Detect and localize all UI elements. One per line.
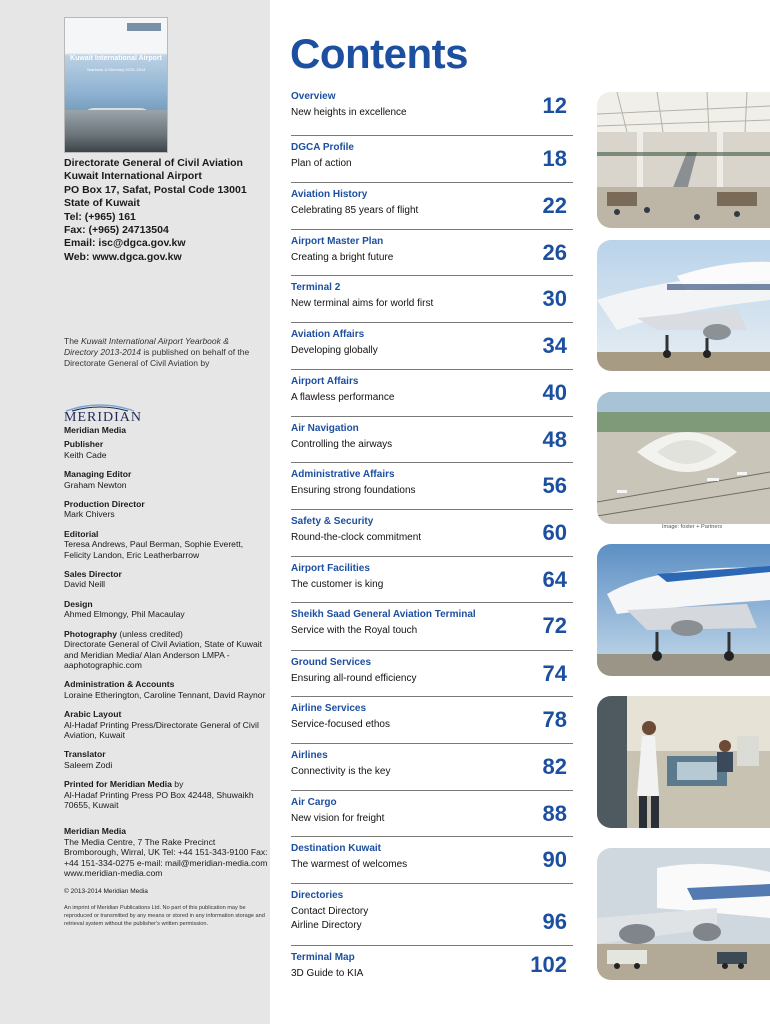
toc-subtitle: Round-the-clock commitment: [291, 532, 422, 543]
toc-section: Sheikh Saad General Aviation Terminal: [291, 609, 476, 620]
cover-title: Kuwait International Airport: [70, 55, 162, 62]
toc-item[interactable]: [291, 696, 573, 743]
credit-block: [64, 629, 269, 671]
credit-role-suffix: by: [171, 779, 184, 790]
photo-security-screening: [597, 696, 770, 828]
toc-page-number: 78: [542, 707, 567, 732]
toc-item[interactable]: [291, 883, 573, 945]
aircraft-apron-image: [597, 848, 770, 980]
toc-subtitle: Ensuring strong foundations: [291, 485, 416, 496]
airplane-takeoff-image: [597, 240, 770, 371]
toc-item[interactable]: [291, 462, 573, 509]
copyright: © 2013-2014 Meridian Media: [64, 888, 148, 896]
toc-subtitle: 3D Guide to KIA: [291, 968, 364, 979]
address-line: PO Box 17, Safat, Postal Code 13001: [64, 183, 247, 196]
toc-item[interactable]: [291, 91, 573, 135]
published-title: Kuwait International Airport Yearbook & Directory 2013-2014: [64, 336, 229, 357]
toc-section: Terminal Map: [291, 952, 355, 963]
toc-subtitle: Controlling the airways: [291, 439, 393, 450]
toc-page-number: 40: [542, 380, 567, 405]
toc-page-number: 56: [542, 473, 567, 498]
toc-subtitle: New heights in excellence: [291, 107, 407, 118]
toc-section: Air Cargo: [291, 797, 337, 808]
meridian-address-block: [64, 826, 269, 878]
toc-item[interactable]: [291, 275, 573, 322]
page-title: Contents: [290, 30, 468, 77]
published-note: [64, 336, 262, 369]
photo-terminal-interior: [597, 92, 770, 228]
toc-section: Airport Facilities: [291, 563, 370, 574]
table-of-contents: [291, 91, 573, 985]
photo-kuwait-airways-takeoff: [597, 240, 770, 371]
credit-block: [64, 679, 269, 700]
toc-subtitle: Ensuring all-round efficiency: [291, 673, 417, 684]
toc-section: Airport Master Plan: [291, 236, 384, 247]
toc-page-number: 72: [542, 613, 567, 638]
toc-page-number: 48: [542, 427, 567, 452]
credit-value: Loraine Etherington, Caroline Tennant, David Raynor: [64, 689, 266, 700]
toc-subtitle: Service with the Royal touch: [291, 625, 418, 636]
toc-page-number: 102: [530, 952, 567, 977]
cover-subtitle: Yearbook & Directory 2013–2014: [86, 67, 146, 72]
cover-airfield: [65, 110, 167, 152]
photo-jazeera-landing: [597, 544, 770, 676]
credit-value: David Neill: [64, 579, 106, 590]
toc-subtitle: The customer is king: [291, 579, 384, 590]
toc-section: Ground Services: [291, 657, 372, 668]
credit-block: [64, 599, 269, 620]
toc-section: Overview: [291, 91, 336, 102]
terminal-interior-image: [597, 92, 770, 228]
toc-item[interactable]: [291, 322, 573, 369]
cover-logo: [127, 23, 161, 31]
toc-page-number: 64: [542, 567, 567, 592]
toc-section: Safety & Security: [291, 516, 374, 527]
toc-section: Aviation Affairs: [291, 329, 365, 340]
toc-item[interactable]: [291, 135, 573, 182]
toc-section: Terminal 2: [291, 282, 341, 293]
credit-role: Arabic Layout: [64, 709, 122, 720]
credits: [64, 425, 269, 928]
credit-role: Editorial: [64, 528, 99, 539]
toc-subtitle: Developing globally: [291, 345, 378, 356]
credit-role-line: [64, 629, 183, 639]
credit-value: Saleem Zodi: [64, 759, 113, 770]
toc-item[interactable]: [291, 650, 573, 696]
address-line: State of Kuwait: [64, 197, 140, 210]
credit-value: Mark Chivers: [64, 509, 115, 520]
toc-subtitle: Plan of action: [291, 158, 352, 169]
credit-block: [64, 499, 269, 520]
credit-role: Translator: [64, 749, 106, 760]
meridian-address: The Media Centre, 7 The Rake Precinct Bromborough, Wirral, UK Tel: +44 151-343-9100 Fax: +44 151-334-0275 e-mail: mail@meridian-media.com www.meridian-media.com: [64, 836, 268, 878]
toc-section: Airport Affairs: [291, 376, 359, 387]
toc-page-number: 88: [542, 801, 567, 826]
terminal-render-image: [597, 392, 770, 524]
credit-role-line: [64, 779, 183, 789]
toc-item[interactable]: [291, 369, 573, 416]
credit-block: [64, 749, 269, 770]
photo-credit: Image: foster + Partners: [662, 524, 723, 530]
address-line: Directorate General of Civil Aviation: [64, 157, 243, 169]
credit-block: [64, 469, 269, 490]
credit-value: Ahmed Elmongy, Phil Macaulay: [64, 609, 185, 620]
toc-item[interactable]: [291, 229, 573, 275]
credit-block: [64, 569, 269, 590]
yearbook-cover-image: [64, 17, 168, 153]
toc-item[interactable]: [291, 743, 573, 790]
toc-page-number: 90: [542, 847, 567, 872]
toc-item[interactable]: [291, 836, 573, 883]
credit-value: Al-Hadaf Printing Press/Directorate General of Civil Aviation, Kuwait: [64, 719, 259, 740]
toc-page-number: 30: [542, 286, 567, 311]
toc-subtitle: The warmest of welcomes: [291, 859, 408, 870]
toc-subtitle: Contact Directory: [291, 906, 369, 917]
toc-item[interactable]: [291, 556, 573, 602]
address-email[interactable]: Email: isc@dgca.gov.kw: [64, 237, 186, 250]
toc-subtitle: Airline Directory: [291, 920, 362, 931]
address-line: Tel: (+965) 161: [64, 210, 136, 223]
credit-value: Keith Cade: [64, 449, 107, 460]
credit-role: Photography: [64, 628, 117, 639]
credit-role: Sales Director: [64, 569, 122, 580]
photo-aircraft-on-apron: [597, 848, 770, 980]
toc-item[interactable]: [291, 509, 573, 556]
address-line: Fax: (+965) 24713504: [64, 224, 169, 237]
toc-item[interactable]: [291, 602, 573, 650]
toc-section: Airlines: [291, 750, 328, 761]
toc-page-number: 74: [542, 661, 567, 686]
credit-block: [64, 439, 269, 460]
address-line: Kuwait International Airport: [64, 170, 202, 183]
toc-subtitle: Creating a bright future: [291, 252, 394, 263]
toc-page-number: 26: [542, 240, 567, 265]
toc-subtitle: Connectivity is the key: [291, 766, 391, 777]
toc-section: Administrative Affairs: [291, 469, 395, 480]
credit-role: Meridian Media: [64, 826, 127, 837]
credit-value: Teresa Andrews, Paul Berman, Sophie Everett, Felicity Landon, Eric Leatherbarrow: [64, 539, 244, 560]
credit-role: Publisher: [64, 439, 104, 450]
toc-section: Destination Kuwait: [291, 843, 382, 854]
credit-role: Printed for Meridian Media: [64, 779, 172, 790]
airplane-landing-image: [597, 544, 770, 676]
toc-subtitle: New terminal aims for world first: [291, 298, 434, 309]
meridian-wordmark: MERIDIAN: [64, 410, 142, 425]
credit-role: Production Director: [64, 499, 145, 510]
toc-section: Air Navigation: [291, 423, 359, 434]
photo-terminal-2-render: [597, 392, 770, 524]
toc-section: Airline Services: [291, 703, 367, 714]
credit-role-suffix: (unless credited): [117, 628, 183, 639]
credit-role: Administration & Accounts: [64, 679, 175, 690]
toc-subtitle: New vision for freight: [291, 813, 385, 824]
credit-value: Graham Newton: [64, 479, 127, 490]
toc-page-number: 60: [542, 520, 567, 545]
toc-page-number: 22: [542, 193, 567, 218]
toc-page-number: 12: [542, 93, 567, 118]
toc-item[interactable]: [291, 182, 573, 229]
security-screening-image: [597, 696, 770, 828]
credit-block: [64, 709, 269, 740]
dgca-address: [64, 157, 264, 264]
toc-section: DGCA Profile: [291, 142, 354, 153]
published-prefix: The: [64, 336, 82, 346]
toc-page-number: 96: [542, 909, 567, 934]
credit-value: Directorate General of Civil Aviation, State of Kuwait and Meridian Media/ Alan Anderson LMPA - aaphotographic.com: [64, 639, 263, 670]
toc-subtitle: A flawless performance: [291, 392, 395, 403]
toc-subtitle: Celebrating 85 years of flight: [291, 205, 419, 216]
credit-value: Al-Hadaf Printing Press PO Box 42448, Shuwaikh 70655, Kuwait: [64, 789, 254, 810]
toc-item[interactable]: [291, 790, 573, 836]
credit-role: Managing Editor: [64, 469, 132, 480]
toc-item[interactable]: [291, 416, 573, 462]
toc-item[interactable]: [291, 945, 573, 985]
toc-page-number: 34: [542, 333, 567, 358]
credit-block: [64, 529, 269, 560]
credit-block: [64, 779, 269, 810]
credit-role: Design: [64, 598, 93, 609]
toc-page-number: 82: [542, 754, 567, 779]
toc-page-number: 18: [542, 146, 567, 171]
credit-block: [64, 425, 269, 435]
toc-subtitle: Service-focused ethos: [291, 719, 390, 730]
credit-org: Meridian Media: [64, 425, 127, 435]
toc-section: Aviation History: [291, 189, 368, 200]
published-suffix: is published on behalf of the Directorate General of Civil Aviation by: [64, 347, 250, 368]
imprint-notice: An imprint of Meridian Publications Ltd. No part of this publication may be reproduced or transmitted by any means or stored in any information storage and retrieval system without the publisher's written permission.: [64, 904, 265, 927]
address-web[interactable]: Web: www.dgca.gov.kw: [64, 250, 182, 263]
toc-section: Directories: [291, 890, 344, 901]
